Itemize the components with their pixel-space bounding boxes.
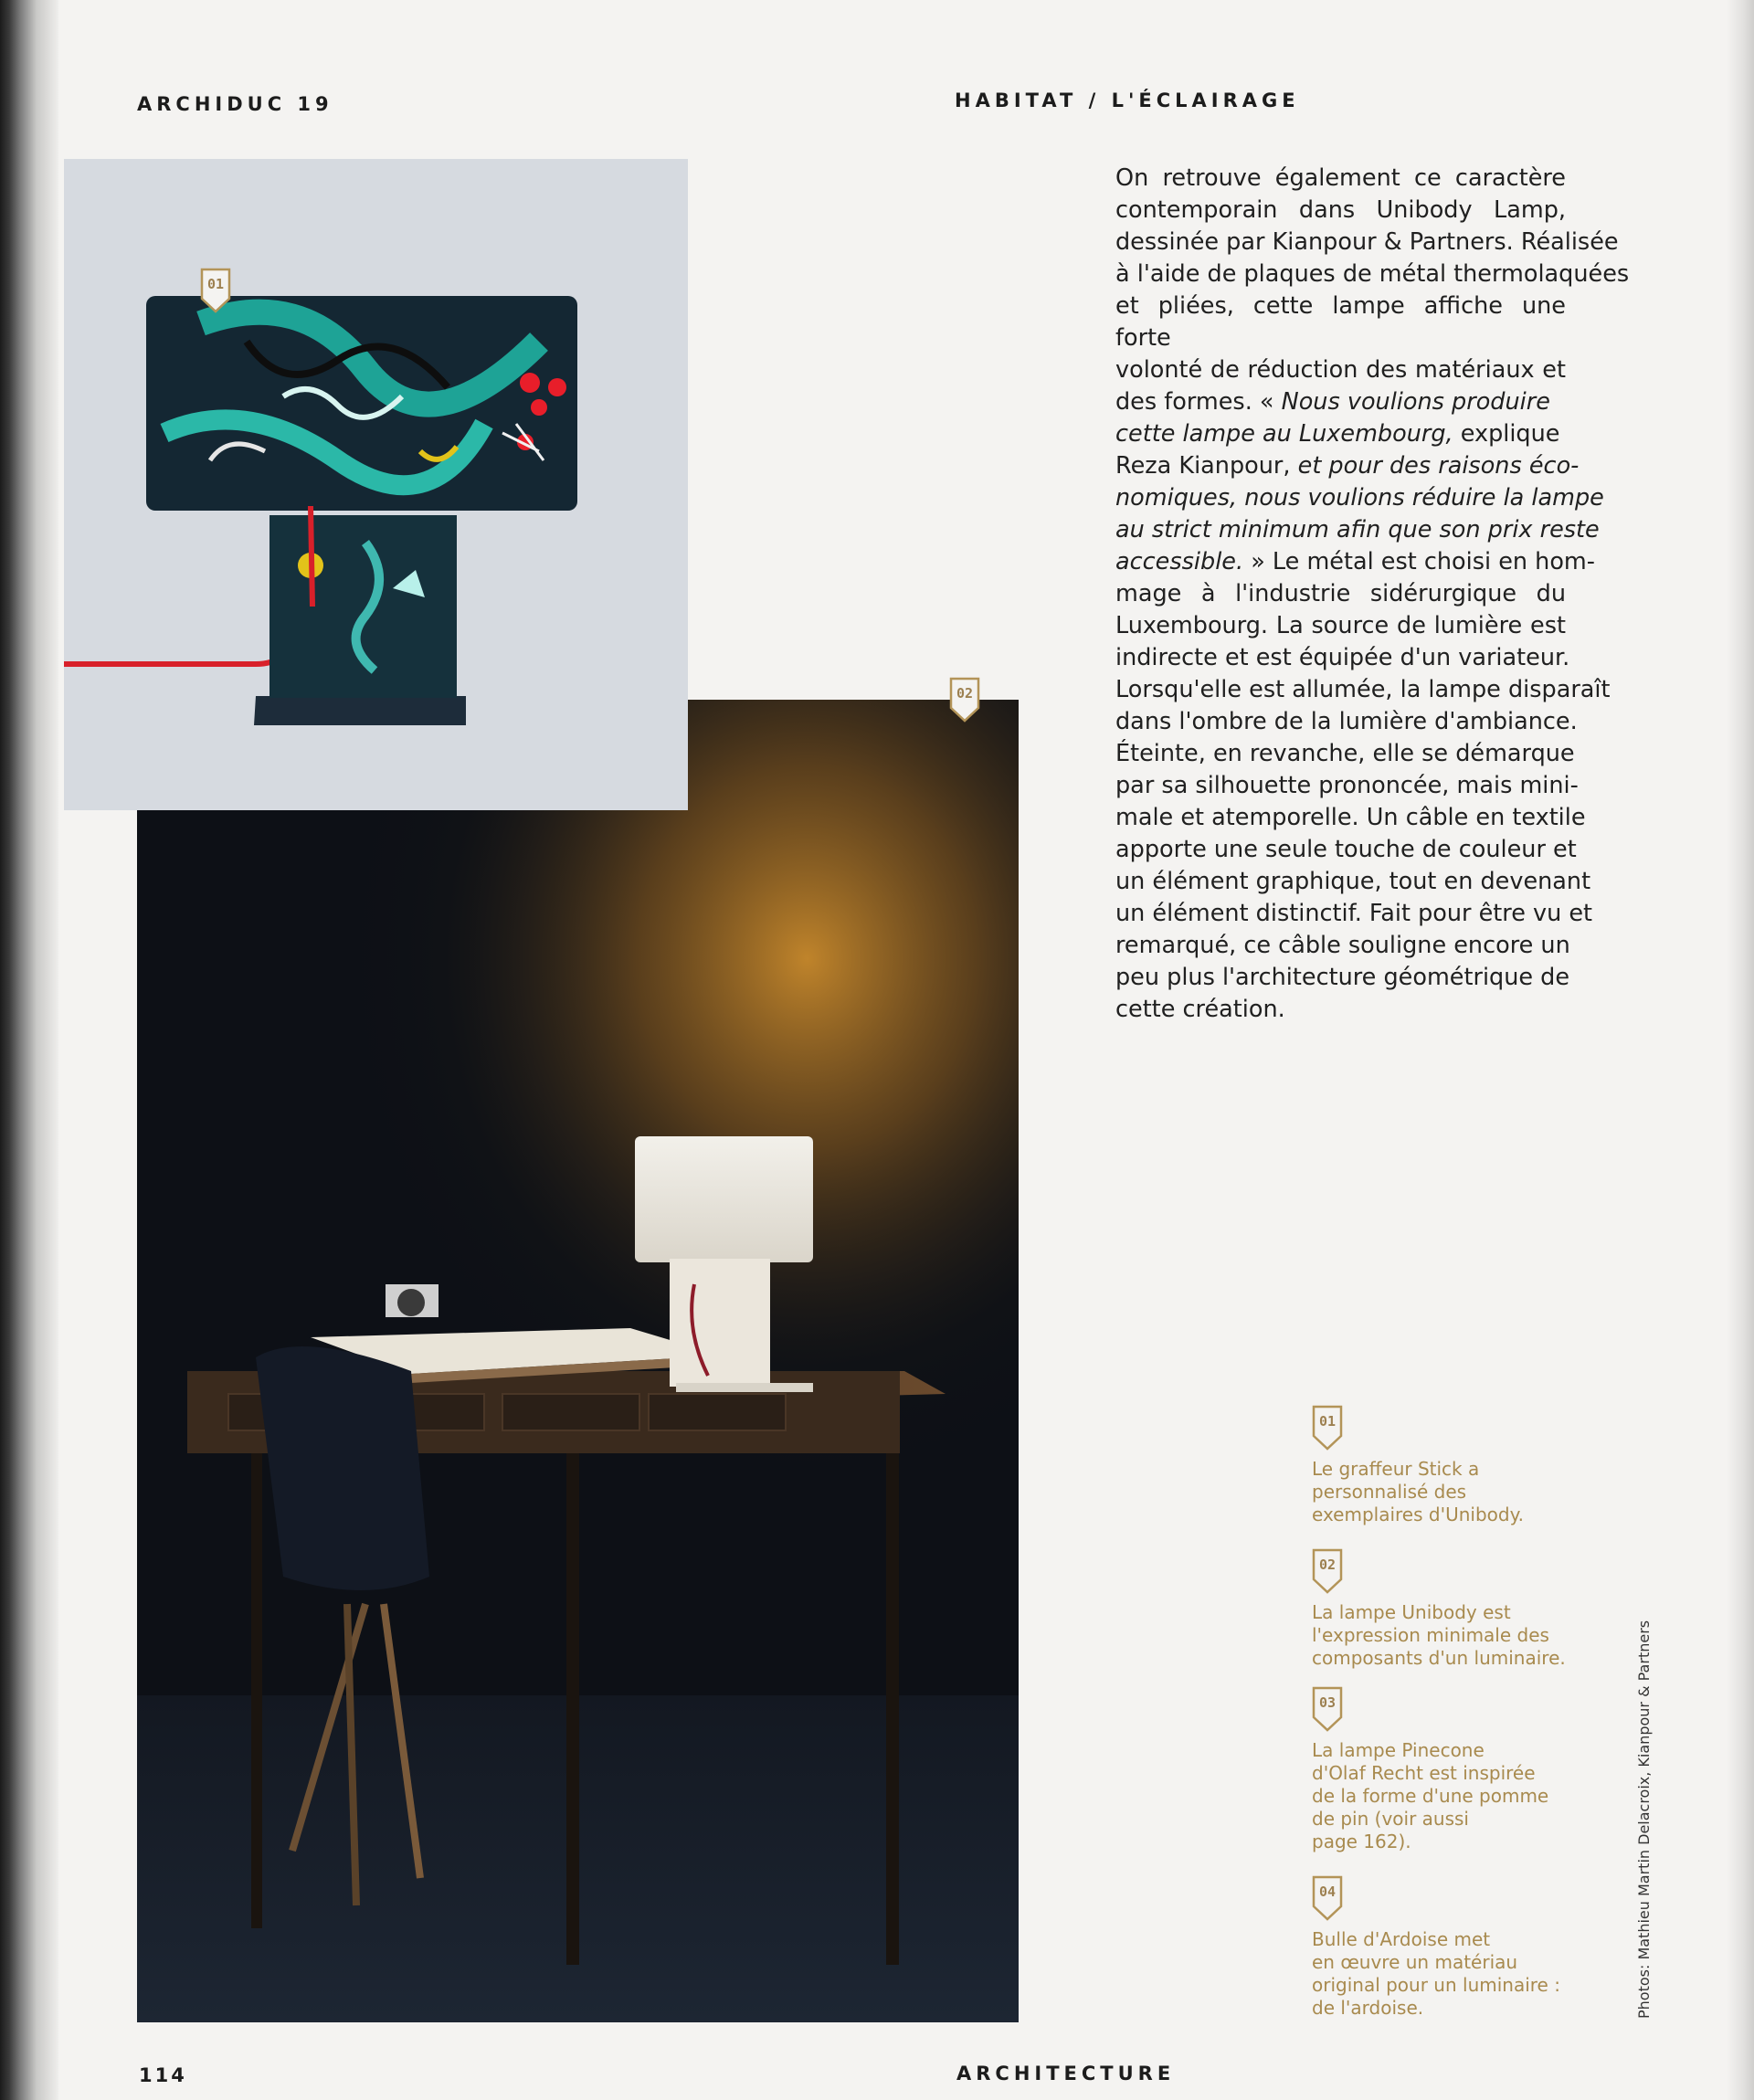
caption-04: 04 Bulle d'Ardoise met en œuvre un matériau original pour un luminaire : de l'ardoise. [1312, 1875, 1577, 2020]
body-line: apporte une seule touche de couleur et [1115, 836, 1577, 863]
body-line: Reza Kianpour, et pour des raisons éco- [1115, 452, 1580, 480]
body-line: au strict minimum afin que son prix reste [1115, 516, 1600, 543]
body-line: cette lampe au Luxembourg, explique [1115, 420, 1560, 448]
photo-marker-01: 01 [200, 268, 231, 313]
body-line: Lorsqu'elle est allumée, la lampe disparaît [1115, 676, 1611, 703]
caption-marker-01: 01 [1312, 1405, 1343, 1451]
body-line: cette création. [1115, 996, 1285, 1023]
body-line: accessible. » Le métal est choisi en hom- [1115, 548, 1595, 575]
page-edge [1727, 0, 1754, 2100]
photo-marker-02: 02 [949, 677, 980, 723]
body-line: male et atemporelle. Un câble en textile [1115, 804, 1586, 831]
book-spine [0, 0, 58, 2100]
body-line: indirecte et est équipée d'un variateur. [1115, 644, 1570, 671]
body-line: nomiques, nous voulions réduire la lampe [1115, 484, 1604, 512]
body-line: dans l'ombre de la lumière d'ambiance. [1115, 708, 1578, 735]
magazine-title: ARCHIDUC 19 [137, 93, 333, 115]
caption-03: 03 La lampe Pinecone d'Olaf Recht est inspirée de la forme d'une pomme de pin (voir aussi page 162). [1312, 1686, 1577, 1853]
body-line: mage à l'industrie sidérurgique du [1115, 580, 1566, 607]
caption-marker-04: 04 [1312, 1875, 1343, 1921]
caption-01: 01 Le graffeur Stick a personnalisé des exemplaires d'Unibody. [1312, 1405, 1577, 1526]
body-line: Éteinte, en revanche, elle se démarque [1115, 740, 1575, 767]
body-line: remarqué, ce câble souligne encore un [1115, 932, 1570, 959]
page-number: 114 [139, 2064, 187, 2086]
photo-graffiti-lamp [64, 159, 688, 810]
body-line: un élément distinctif. Fait pour être vu et [1115, 900, 1593, 927]
footer-section: ARCHITECTURE [956, 2063, 1176, 2084]
body-line: des formes. « Nous voulions produire [1115, 388, 1550, 416]
caption-02: 02 La lampe Unibody est l'expression minimale des composants d'un luminaire. [1312, 1548, 1577, 1670]
body-line: dessinée par Kianpour & Partners. Réalisée [1115, 228, 1619, 256]
section-title: HABITAT / L'ÉCLAIRAGE [955, 90, 1300, 111]
caption-marker-03: 03 [1312, 1686, 1343, 1732]
body-line: par sa silhouette prononcée, mais mini- [1115, 772, 1579, 799]
article-body [1115, 163, 1630, 1026]
caption-marker-02: 02 [1312, 1548, 1343, 1594]
body-line: et pliées, cette lampe affiche une forte [1115, 292, 1566, 352]
body-line: un élément graphique, tout en devenant [1115, 868, 1591, 895]
body-line: Luxembourg. La source de lumière est [1115, 612, 1566, 639]
photo-desk-lamp [137, 700, 1019, 2022]
body-line: contemporain dans Unibody Lamp, [1115, 196, 1566, 224]
body-line: peu plus l'architecture géométrique de [1115, 964, 1570, 991]
body-line: On retrouve également ce caractère [1115, 164, 1566, 192]
photo-credit: Photos: Mathieu Martin Delacroix, Kianpour & Partners [1635, 1620, 1653, 2019]
body-line: volonté de réduction des matériaux et [1115, 356, 1566, 384]
body-line: à l'aide de plaques de métal thermolaquées [1115, 260, 1630, 288]
